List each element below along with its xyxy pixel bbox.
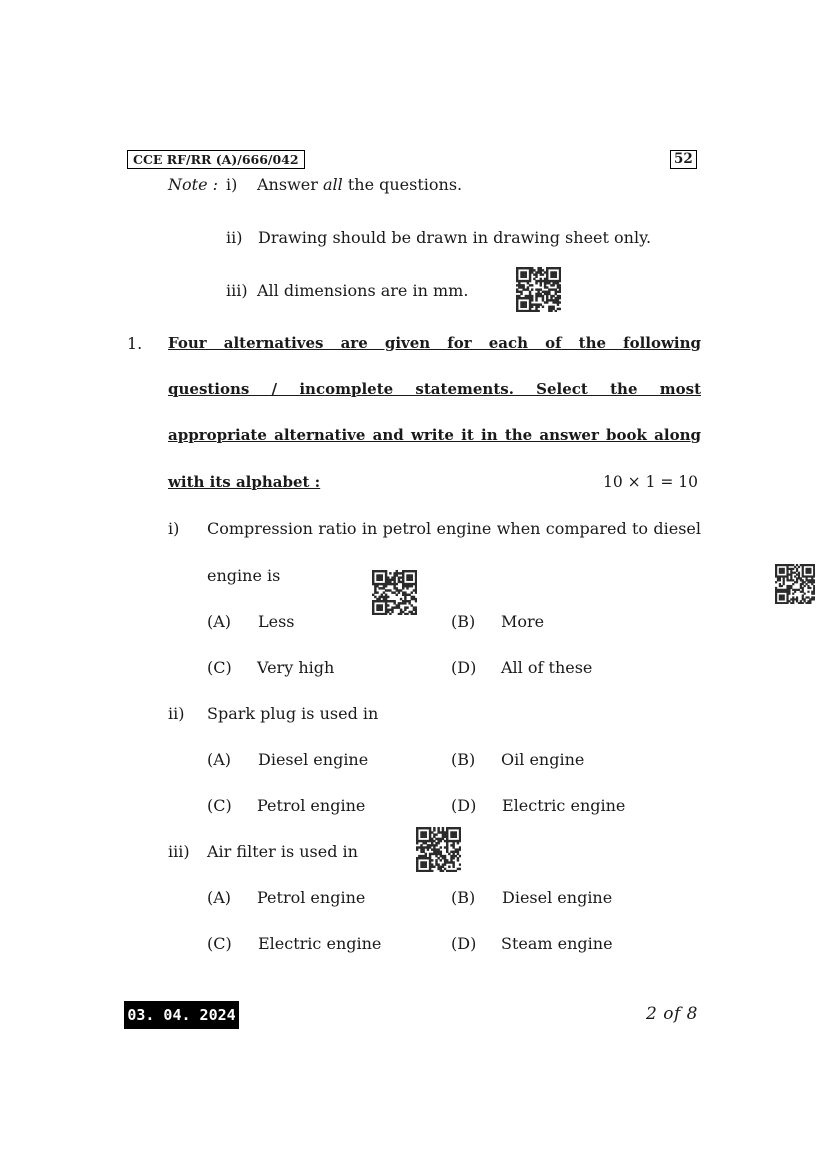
option-label: (B) (451, 888, 476, 907)
note-1-emphasis: all (322, 175, 343, 194)
qr-code-icon (775, 564, 815, 604)
option-text: All of these (501, 658, 593, 677)
instruction-line-1: Four alternatives are given for each of the following (168, 334, 701, 352)
option-text: Diesel engine (502, 888, 613, 907)
option-label: (A) (207, 612, 232, 631)
option-text: Very high (257, 658, 335, 677)
note-2-num: ii) (226, 228, 243, 247)
instruction-line-4: with its alphabet : (168, 473, 321, 491)
subquestion-2-text: Spark plug is used in (207, 704, 379, 723)
note-1-num: i) (226, 175, 238, 194)
option-label: (B) (451, 750, 476, 769)
question-number: 1. (127, 334, 143, 353)
option-text: Steam engine (501, 934, 613, 953)
option-text: Electric engine (258, 934, 382, 953)
note-3-text: All dimensions are in mm. (257, 281, 469, 300)
page-indicator: 2 of 8 (646, 1004, 698, 1024)
option-text: Oil engine (501, 750, 585, 769)
option-text: Less (258, 612, 295, 631)
marks: 10 × 1 = 10 (603, 473, 698, 491)
option-text: Electric engine (502, 796, 626, 815)
option-label: (D) (451, 934, 477, 953)
exam-date: 03. 04. 2024 (124, 1001, 239, 1029)
note-1-text: Answer all the questions. (257, 175, 463, 194)
note-2-text: Drawing should be drawn in drawing sheet only. (258, 228, 652, 247)
option-label: (C) (207, 796, 232, 815)
instruction-line-3: appropriate alternative and write it in the answer book along (168, 426, 701, 444)
option-label: (D) (451, 796, 477, 815)
qr-code-icon (416, 827, 461, 872)
qr-code-icon (372, 570, 417, 615)
option-label: (C) (207, 658, 232, 677)
subquestion-1-line-1: Compression ratio in petrol engine when compared to diesel (207, 519, 701, 538)
note-label: Note : (168, 175, 219, 194)
subquestion-3-text: Air filter is used in (207, 842, 358, 861)
option-text: Diesel engine (258, 750, 369, 769)
subquestion-1-line-2: engine is (207, 566, 281, 585)
note-3-num: iii) (226, 281, 248, 300)
subquestion-2-num: ii) (168, 704, 185, 723)
instruction-line-2: questions / incomplete statements. Select the most (168, 380, 701, 398)
option-label: (A) (207, 888, 232, 907)
option-text: More (501, 612, 545, 631)
subquestion-3-num: iii) (168, 842, 190, 861)
option-label: (A) (207, 750, 232, 769)
option-label: (B) (451, 612, 476, 631)
paper-code: CCE RF/RR (A)/666/042 (127, 150, 305, 169)
option-text: Petrol engine (257, 888, 366, 907)
option-label: (D) (451, 658, 477, 677)
option-label: (C) (207, 934, 232, 953)
subquestion-1-num: i) (168, 519, 180, 538)
option-text: Petrol engine (257, 796, 366, 815)
page-number-box: 52 (670, 150, 697, 169)
qr-code-icon (516, 267, 561, 312)
